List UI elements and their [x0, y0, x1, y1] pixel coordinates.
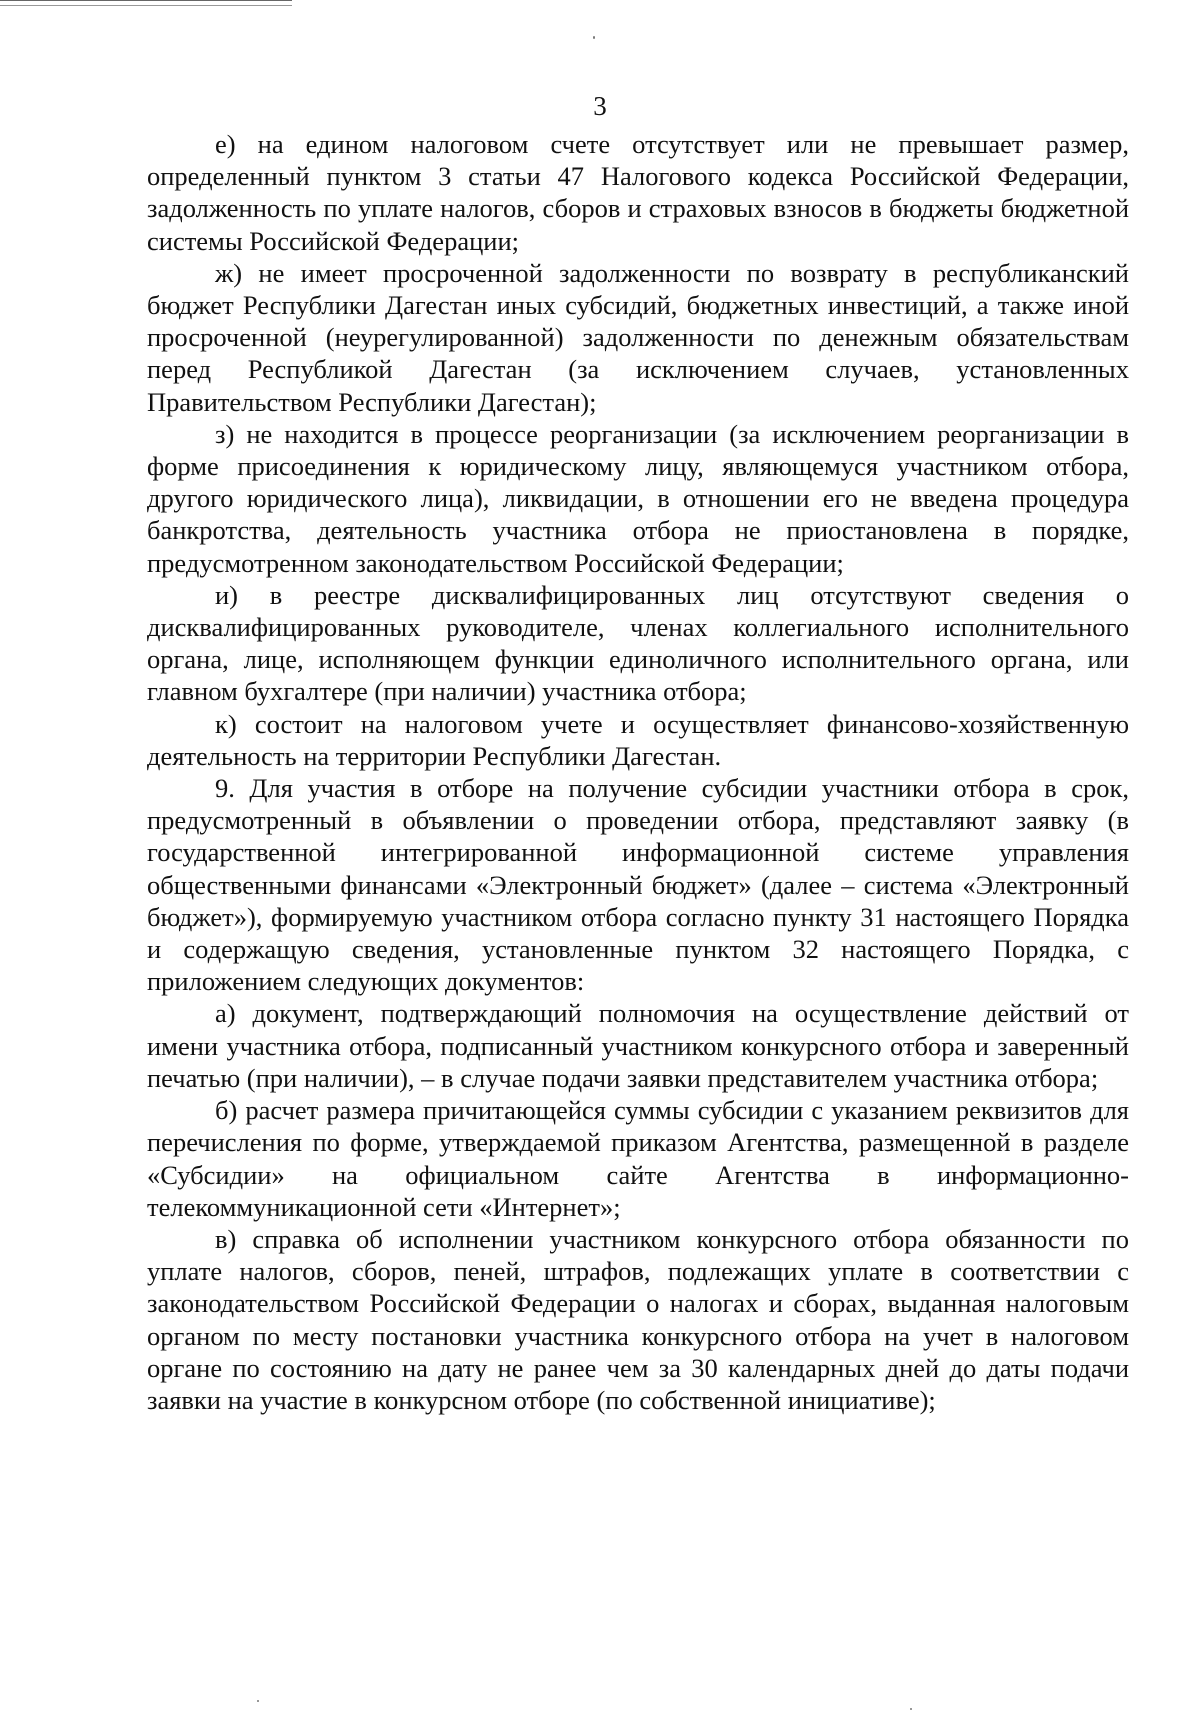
scan-speck: [257, 1700, 259, 1702]
paragraph-e: е) на едином налоговом счете отсутствует или не превышает размер, определенный пунктом 3 статьи 47 Налогового кодекса Российской Федерации, задолженность по уплате налогов, сборов и страховых взносов в бюджеты бюджетной системы Российской Федерации;: [147, 129, 1129, 256]
paragraph-9: 9. Для участия в отборе на получение субсидии участники отбора в срок, предусмотренный в объявлении о проведении отбора, представляют заявку (в государственной интегрированной информационной системе управления общественными финансами «Электронный бюджет» (далее – система «Электронный бюджет»), формируемую участником отбора согласно пункту 31 настоящего Порядка и содержащую сведения, установленные пунктом 32 настоящего Порядка, с приложением следующих документов:: [147, 773, 1129, 997]
page-number: 3: [593, 91, 607, 121]
paragraph-a: а) документ, подтверждающий полномочия на осуществление действий от имени участника отбора, подписанный участником конкурсного отбора и заверенный печатью (при наличии), – в случае подачи заявки представителем участника отбора;: [147, 998, 1129, 1093]
paragraph-zh: ж) не имеет просроченной задолженности по возврату в республиканский бюджет Республики Дагестан иных субсидий, бюджетных инвестиций, а также иной просроченной (неурегулированной) задолженности по денежным обязательствам перед Республикой Дагестан (за исключением случаев, установленных Правительством Республики Дагестан);: [147, 257, 1129, 417]
paragraph-k: к) состоит на налоговом учете и осуществляет финансово-хозяйственную деятельность на территории Республики Дагестан.: [147, 708, 1129, 771]
scan-speck: [593, 36, 595, 39]
scan-speck: [910, 1708, 912, 1710]
paragraph-v: в) справка об исполнении участником конкурсного отбора обязанности по уплате налогов, сборов, пеней, штрафов, подлежащих уплате в соответствии с законодательством Российской Федерации о налогах и сборах, выданная налоговым органом по месту постановки участника конкурсного отбора на учет в налоговом органе по состоянию на дату не ранее чем за 30 календарных дней до даты подачи заявки на участие в конкурсном отборе (по собственной инициативе);: [147, 1223, 1129, 1415]
paragraph-b: б) расчет размера причитающейся суммы субсидии с указанием реквизитов для перечисления по форме, утверждаемой приказом Агентства, размещенной в разделе «Субсидии» на официальном сайте Агентства в информационно-телекоммуникационной сети «Интернет»;: [147, 1095, 1129, 1222]
document-body: [147, 128, 1129, 1416]
paragraph-i: и) в реестре дисквалифицированных лиц отсутствуют сведения о дисквалифицированных руководителе, членах коллегиального исполнительного органа, лице, исполняющем функции единоличного исполнительного органа, или главном бухгалтере (при наличии) участника отбора;: [147, 579, 1129, 707]
scan-edge-line: [0, 0, 292, 6]
paragraph-z: з) не находится в процессе реорганизации (за исключением реорганизации в форме присоединения к юридическому лицу, являющемуся участником отбора, другого юридического лица), ликвидации, в отношении его не введена процедура банкротства, деятельность участника отбора не приостановлена в порядке, предусмотренном законодательством Российской Федерации;: [147, 418, 1129, 578]
